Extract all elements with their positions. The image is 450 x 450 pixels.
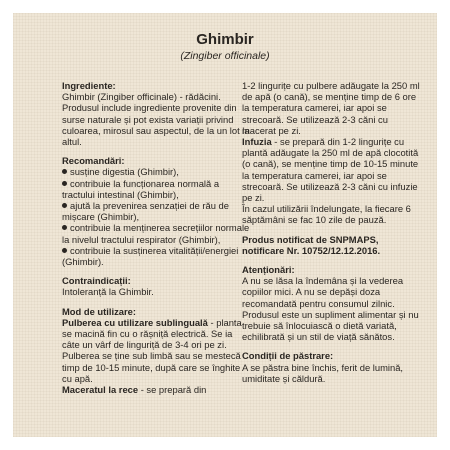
left-column: [62, 80, 252, 395]
bullet-icon: [62, 203, 67, 208]
infusion-text: - se prepară din 1-2 lingurițe cu plantă adăugate la 250 ml de apă clocotită (o cană), se menține timp de 10-15 minute la temperatura camerei, iar apoi se strecoară. Se utilizează 2-3 căni cu infuzie pe zi.: [242, 136, 419, 204]
infusion-paragraph: [242, 136, 422, 203]
warnings-heading: Atenționări:: [242, 264, 295, 276]
recommendation-item: contribuie la menținerea secrețiilor normale la nivelul tractului respirator (Ghimbir),: [62, 222, 250, 245]
recommendation-item: susține digestia (Ghimbir),: [62, 166, 252, 177]
storage-heading: Condiții de păstrare:: [242, 350, 334, 362]
bullet-icon: [62, 225, 67, 230]
right-column: [242, 80, 422, 384]
bullet-icon: [62, 248, 67, 253]
product-latin-name: (Zingiber officinale): [180, 50, 270, 62]
maceration-text: - se prepară din: [138, 384, 207, 396]
recommendation-item: ajută la prevenirea senzației de rău de mișcare (Ghimbir),: [62, 200, 229, 223]
long-use-text: În cazul utilizării îndelungate, la fiecare 6 săptămâni se fac 10 zile de pauză.: [242, 203, 411, 226]
bullet-icon: [62, 169, 67, 174]
contraindications-heading: Contraindicații:: [62, 275, 131, 287]
recommendation-item: contribuie la susținerea vitalității/energiei (Ghimbir).: [62, 244, 239, 268]
storage-text: A se păstra bine închis, ferit de lumină, umiditate și căldură.: [242, 361, 404, 384]
recommendation-item: contribuie la funcționarea normală a tractului intestinal (Ghimbir),: [62, 177, 220, 200]
contraindications-text: Intoleranță la Ghimbir.: [62, 286, 154, 298]
notification-line-2: notificare Nr. 10752/12.12.2016.: [242, 244, 381, 256]
maceration-continued-text: 1-2 lingurițe cu pulbere adăugate la 250 ml de apă (o cană), se menține timp de 6 ore la temperatura camerei, iar apoi se strecoară. Se utilizează 2-3 căni cu macerat pe zi.: [242, 80, 420, 136]
sublingual-paragraph: [62, 317, 252, 384]
product-title: Ghimbir: [196, 31, 254, 48]
maceration-label: Maceratul la rece: [62, 384, 139, 396]
ingredients-text: Ghimbir (Zingiber officinale) - rădăcini. Produsul include ingrediente provenite din surse naturale și pot exista variații privind culoarea, mirosul sau aspectul, de la un lot la altul.: [62, 91, 250, 148]
product-label-card: [13, 13, 437, 437]
ingredients-heading: Ingrediente:: [62, 80, 116, 91]
sublingual-label: Pulberea cu utilizare sublinguală: [62, 316, 208, 328]
notification-line-1: Produs notificat de SNPMAPS,: [242, 233, 379, 245]
infusion-label: Infuzia: [242, 136, 272, 148]
sublingual-text: - planta se macină fin cu o rășniță electrică. Se ia câte un vârf de linguriță de 3-4 ori pe zi. Pulberea se ține sub limbă sau se mestecă timp de 10-15 minute, după care se înghite cu apă.: [62, 316, 242, 384]
usage-heading: Mod de utilizare:: [62, 305, 136, 317]
maceration-paragraph: [62, 384, 252, 395]
warnings-text: A nu se lăsa la îndemâna și la vederea copiilor mici. A nu se depăși doza recomandată pentru consumul zilnic. Produsul este un supliment alimentar și nu trebuie să înlocuiască o dietă variată, echilibrată și un stil de viață sănătos.: [242, 275, 419, 343]
bullet-icon: [62, 181, 67, 186]
recommendations-heading: Recomandări:: [62, 155, 125, 167]
